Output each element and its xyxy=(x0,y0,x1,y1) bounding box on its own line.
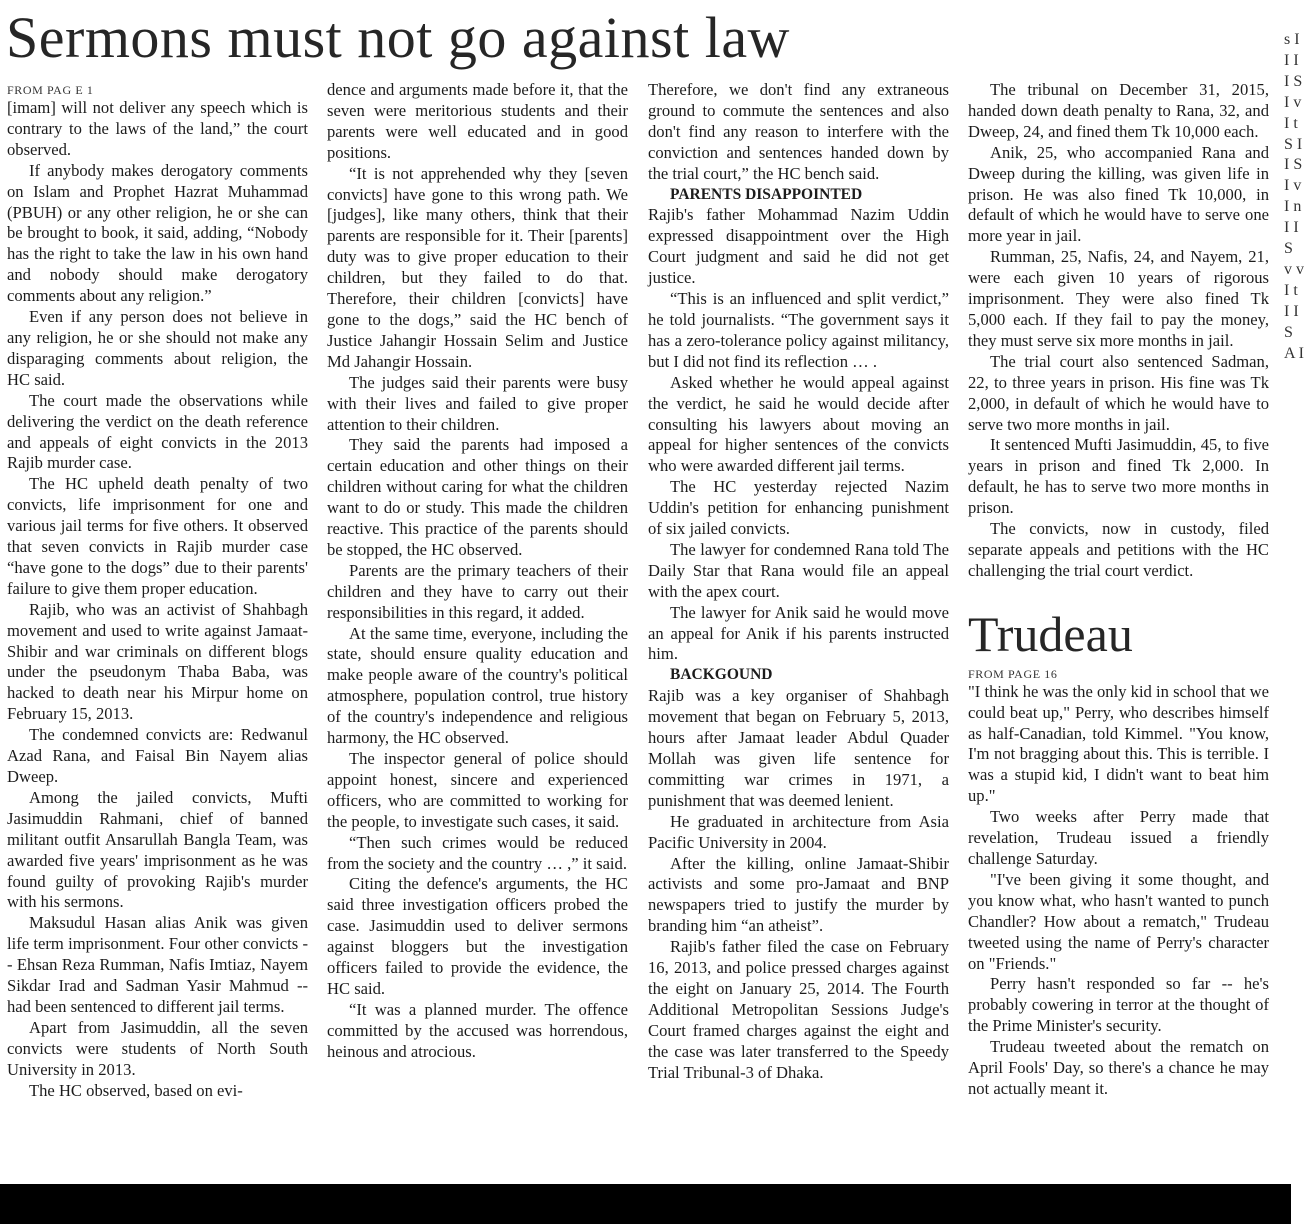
paragraph: The judges said their parents were busy with their lives and failed to give proper attention to their children. xyxy=(327,372,628,434)
paragraph: Citing the defence's arguments, the HC said three investigation officers probed the case. Jasimuddin used to deliver sermons against bloggers but the investigation officers failed to provide the evidence, the HC said. xyxy=(327,874,628,998)
paragraph: Maksudul Hasan alias Anik was given life term imprisonment. Four other convicts -- Ehsan Reza Rumman, Nafis Imtiaz, Nayem Sikdar Irad and Sadman Yasir Mahmud -- had been sentenced to different jail terms. xyxy=(7,913,308,1016)
subhead-background: BACKGOUND xyxy=(670,666,773,684)
article-column-2 xyxy=(327,80,628,1063)
paragraph: "I think he was the only kid in school that we could beat up," Perry, who describes himself as half-Canadian, told Kimmel. "You know, I'm not bragging about this. This is terrible. I was a stupid kid, I didn't want to beat him up." xyxy=(968,681,1269,806)
paragraph: After the killing, online Jamaat-Shibir activists and some pro-Jamaat and BNP newspapers tried to justify the murder by branding him “an atheist”. xyxy=(648,853,949,936)
paragraph: They said the parents had imposed a certain education and other things on their children without caring for what the children want to do or study. This made the children reactive. This practice of the parents should be stopped, the HC observed. xyxy=(327,435,628,559)
paragraph: Rajib's father filed the case on February 16, 2013, and police pressed charges against the eight on January 25, 2014. The Fourth Additional Metropolitan Sessions Judge's Court framed charges against the eight and the case was later transferred to the Speedy Trial Tribunal-3 of Dhaka. xyxy=(648,937,949,1082)
paragraph: Asked whether he would appeal against the verdict, he said he would decide after consulting his lawyers about moving an appeal for higher sentences of the convicts who were awarded different jail terms. xyxy=(648,372,949,476)
paragraph: If anybody makes derogatory comments on Islam and Prophet Hazrat Muhammad (PBUH) or any other religion, he or she can be brought to book, it said, adding, “Nobody has the right to take the law in his own hand and nobody should make derogatory comments about any religion.” xyxy=(7,160,308,306)
trudeau-headline: Trudeau xyxy=(968,605,1133,662)
paragraph: dence and arguments made before it, that the seven were meritorious students and their parents were well educated and in good positions. xyxy=(327,80,628,162)
paragraph: The inspector general of police should appoint honest, sincere and experienced officers, who are committed to working for the people, to investigate such cases, it said. xyxy=(327,749,628,831)
paragraph: Two weeks after Perry made that revelation, Trudeau issued a friendly challenge Saturday. xyxy=(968,807,1269,868)
paragraph: The court made the observations while delivering the verdict on the death reference and appeals of eight convicts in the 2013 Rajib murder case. xyxy=(7,390,308,473)
paragraph: Among the jailed convicts, Mufti Jasimuddin Rahmani, chief of banned militant outfit Ansarullah Bangla Team, was awarded five years' imprisonment as he was found guilty of provoking Rajib's murder with his sermons. xyxy=(7,787,308,912)
paragraph: Rajib's father Mohammad Nazim Uddin expressed disappointment over the High Court judgment and said he did not get justice. xyxy=(648,205,949,288)
paragraph: Apart from Jasimuddin, all the seven convicts were students of North South University in 2013. xyxy=(7,1017,308,1079)
paragraph: At the same time, everyone, including the state, should ensure quality education and make people aware of the country's political atmosphere, population control, true history of the country's independence and religious harmony, the HC observed. xyxy=(327,623,628,748)
article-column-4 xyxy=(968,80,1269,1100)
paragraph: "I've been giving it some thought, and you know what, who hasn't wanted to punch Chandler? How about a rematch," Trudeau tweeted using the name of Perry's character on "Friends." xyxy=(968,869,1269,973)
page-headline: Sermons must not go against law xyxy=(6,5,790,70)
jump-line: FROM PAG E 1 xyxy=(7,83,94,97)
paragraph: The trial court also sentenced Sadman, 22, to three years in prison. His fine was Tk 2,000, in default of which he would have to serve two more months in jail. xyxy=(968,351,1269,434)
paragraph: “Then such crimes would be reduced from the society and the country … ,” it said. xyxy=(327,832,628,873)
paragraph: It sentenced Mufti Jasimuddin, 45, to five years in prison and fined Tk 2,000. In default, he has to serve two more months in prison. xyxy=(968,435,1269,518)
paragraph: “This is an influenced and split verdict,” he told journalists. “The government says it has a zero-tolerance policy against militancy, but I did not find its reflection … . xyxy=(648,289,949,371)
paragraph: “It is not apprehended why they [seven convicts] have gone to this wrong path. We [judges], like many others, think that their parents are responsible for it. Their [parents] duty was to give proper education to their children, but they failed to do that. Therefore, their children [convicts] have gone to the dogs,” said the HC bench of Justice Jahangir Hossain Selim and Justice Md Jahangir Hossain. xyxy=(327,163,628,371)
paragraph: The HC upheld death penalty of two convicts, life imprisonment for one and various jail terms for five others. It observed that seven convicts in Rajib murder case “have gone to the dogs” due to their parents' failure to give them proper education. xyxy=(7,474,308,598)
paragraph: Even if any person does not believe in any religion, he or she should not make any disparaging comments about religion, the HC said. xyxy=(7,307,308,389)
paragraph: The HC observed, based on evi- xyxy=(29,1080,243,1100)
paragraph: Trudeau tweeted about the rematch on April Fools' Day, so there's a chance he may not actually meant it. xyxy=(968,1037,1269,1098)
paragraph: The lawyer for condemned Rana told The Daily Star that Rana would file an appeal with the apex court. xyxy=(648,539,949,601)
paragraph: Perry hasn't responded so far -- he's probably cowering in terror at the thought of the Prime Minister's security. xyxy=(968,974,1269,1036)
paragraph: The lawyer for Anik said he would move an appeal for Anik if his parents instructed him. xyxy=(648,602,949,664)
paragraph: Parents are the primary teachers of their children and they have to carry out their responsibilities in this regard, it added. xyxy=(327,560,628,622)
article-column-3 xyxy=(648,80,949,1084)
paragraph: Therefore, we don't find any extraneous ground to commute the sentences and also don't find any reason to interfere with the conviction and sentences handed down by the trial court,” the HC bench said. xyxy=(648,80,949,183)
paragraph: Rajib was a key organiser of Shahbagh movement that began on February 5, 2013, hours after Jamaat leader Abdul Quader Mollah was given life sentence for committing war crimes in 1971, a punishment that was deemed lenient. xyxy=(648,686,949,810)
paragraph: Anik, 25, who accompanied Rana and Dweep during the killing, was given life in prison. He was also fined Tk 10,000, in default of which he would have to serve one more year in jail. xyxy=(968,142,1269,246)
article-column-1 xyxy=(7,80,308,1102)
paragraph: Rajib, who was an activist of Shahbagh movement and used to write against Jamaat-Shibir and war criminals on different blogs under the pseudonym Thaba Baba, was hacked to death near his Mirpur home on February 15, 2013. xyxy=(7,599,308,724)
paragraph: “It was a planned murder. The offence committed by the accused was horrendous, heinous and atrocious. xyxy=(327,999,628,1061)
scan-bottom-border xyxy=(0,1184,1291,1224)
adjacent-column-edge: s I I I I S I v I t S I I S I v I n I I S v v I t I I S A I xyxy=(1284,31,1304,362)
paragraph: The HC yesterday rejected Nazim Uddin's petition for enhancing punishment of six jailed convicts. xyxy=(648,477,949,539)
paragraph: Rumman, 25, Nafis, 24, and Nayem, 21, were each given 10 years of rigorous imprisonment. They were also fined Tk 5,000 each. If they fail to pay the money, they must serve six more months in jail. xyxy=(968,247,1269,350)
paragraph: [imam] will not deliver any speech which is contrary to the laws of the land,” the court observed. xyxy=(7,98,308,159)
paragraph: The condemned convicts are: Redwanul Azad Rana, and Faisal Bin Nayem alias Dweep. xyxy=(7,725,308,786)
subhead-parents-disappointed: PARENTS DISAPPOINTED xyxy=(670,185,863,203)
paragraph: The convicts, now in custody, filed separate appeals and petitions with the HC challenging the trial court verdict. xyxy=(968,519,1269,580)
jump-line-trudeau: FROM PAGE 16 xyxy=(968,666,1058,681)
paragraph: He graduated in architecture from Asia Pacific University in 2004. xyxy=(648,811,949,852)
paragraph: The tribunal on December 31, 2015, handed down death penalty to Rana, 32, and Dweep, 24, and fined them Tk 10,000 each. xyxy=(968,80,1269,141)
